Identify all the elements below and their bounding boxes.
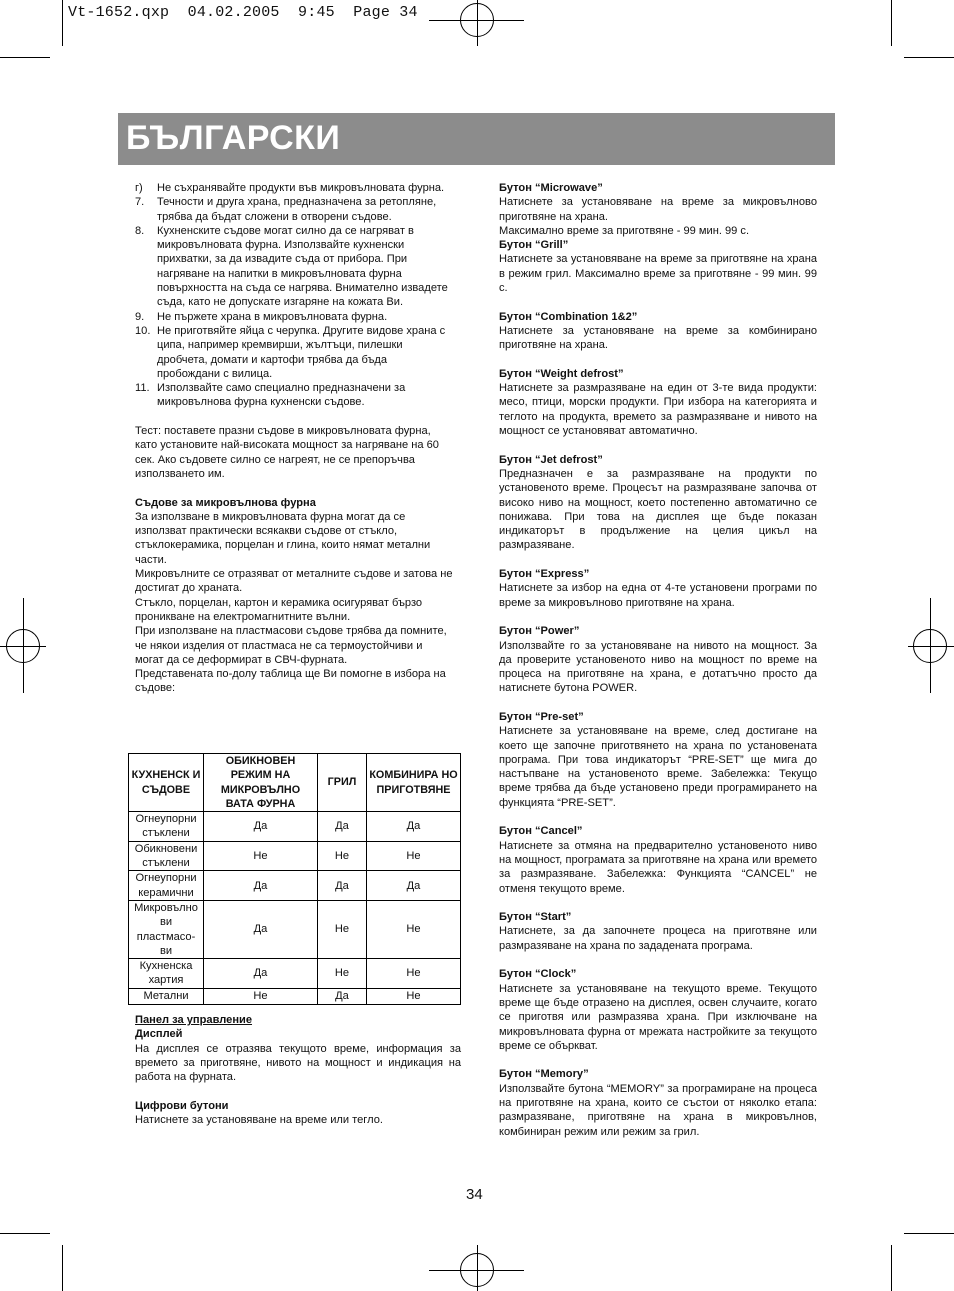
item-text: Използвайте само специално предназначени за микровълнова фурна кухненски съдове. [157,382,406,409]
button-heading: Бутон “Pre-set” [499,710,584,723]
list-item [135,181,453,195]
table-row [129,959,461,989]
button-text: Натиснете за установяване на време за микровълново приготвяне на храна. [499,196,817,223]
item-number: 8. [135,224,145,237]
item-number: 7. [135,196,145,209]
table-cell: Да [318,988,367,1004]
table-cell: Не [318,959,367,989]
button-text: Максимално време за приготвяне - 99 мин. 99 с. [499,224,750,237]
table-cell: Огнеупорни стъклени [129,812,204,842]
table-header: КУХНЕНСК И СЪДОВЕ [129,754,204,812]
test-paragraph: Тест: поставете празни съдове в микровълновата фурна, като установите най-високата мощност за нагряване на 60 сек. Ако съдовете силно се нагреят, не се препоръчва използването им. [135,425,439,480]
cookware-paragraph: За използване в микровълновата фурна могат да се използват практически всякакви съдове от стъкло, стъклокерамика, порцелан и глина, които нямат метални части. [135,510,431,566]
button-text: Натиснете, за да започнете процеса на приготвяне или размразяване на храна по зададената програма. [499,925,817,952]
table-cell: Огнеупорни керамични [129,871,204,901]
item-text: Течности и друга храна, предназначена за ретопляне, трябва да бъдат сложени в отворени съдове. [157,196,437,223]
table-cell: Обикновени стъклени [129,841,204,871]
button-text: Натиснете за установяване на време за комбинирано приготвяне на храна. [499,324,817,352]
table-header: ГРИЛ [318,754,367,812]
table-cell: Да [367,871,461,901]
item-number: г) [135,182,143,194]
button-heading: Бутон “Jet defrost” [499,453,603,466]
table-cell: Не [318,900,367,958]
table-cell: Не [367,988,461,1004]
cookware-paragraph: Представената по-долу таблица ще Ви помогне в избора на съдове: [135,668,446,695]
table-cell: Да [204,959,318,989]
button-heading: Бутон “Microwave” [499,182,603,194]
table-row [129,812,461,842]
button-text: Натиснете за избор на една от 4-те установени програми по време за микровълново приготвяне на храна. [499,582,817,609]
table-cell: Микровълно ви пластмасо-ви [129,900,204,958]
list-item [135,381,453,410]
item-text: Кухненските съдове могат силно да се нагряват в микровълновата фурна. Използвайте кухненски прихватки, за да извадите съда от прибора. При нагряване на напитки в микровълновата фурна повърхността на съда се нагрява. Внимателно извадете съда, като не допускате изгаряне на кожата Ви. [157,224,448,309]
table-cell: Не [367,841,461,871]
table-cell: Да [204,900,318,958]
title-banner [118,113,835,165]
item-text: Не приготвяйте яйца с черупка. Другите видове храна с ципа, например кремвирши, жълтъци, пилешки дробчета, домати и картофи трябва да бъда пробождани с вилица. [157,324,446,380]
button-heading: Бутон “Combination 1&2” [499,310,638,323]
list-item [135,195,453,224]
list-item [135,310,453,324]
table-cell: Да [318,812,367,842]
table-cell: Не [367,959,461,989]
cookware-table [128,753,461,1005]
cookware-paragraph: Микровълните се отразяват от металните съдове и затова не достигат до храната. [135,568,453,595]
table-cell: Не [204,841,318,871]
table-row [129,871,461,901]
button-heading: Бутон “Start” [499,911,572,924]
cookware-heading: Съдове за микровълнова фурна [135,496,316,509]
button-heading: Бутон “Grill” [499,239,569,252]
table-cell: Да [204,812,318,842]
digits-text: Натиснете за установяване на време или тегло. [135,1114,383,1127]
button-heading: Бутон “Cancel” [499,825,583,838]
table-row [129,900,461,958]
item-number: 10. [135,324,151,337]
safety-list [135,181,453,410]
button-text: Използвайте бутона “MEMORY” за програмиране на процеса на приготвяне на храна, които се състои от няколко етапа: размразяване, приготвяне на храна в микровълнов, комбиниран режим или режим за грил. [499,1082,817,1138]
button-heading: Бутон “Clock” [499,968,577,981]
item-text: Не съхранявайте продукти във микровълновата фурна. [157,182,445,194]
digits-heading: Цифрови бутони [135,1099,229,1112]
button-text: Натиснете за отмяна на предварително установеното ниво на мощност, програмата за приготвяне на храна или времето за размразяване. Забележка: Функцията “CANCEL” не отменя текущото време. [499,839,817,895]
item-text: Не пържете храна в микровълновата фурна. [157,310,388,323]
button-text: Натиснете за установяване на време, след достигане на което ще започне приготвянето на храна по установената програма. При това индикаторът “PRE-SET” ще мига до настъпване на установеното време. Забележка: Текущо време трябва да бъде установено преди програмирането на функцията “PRE-SET”. [499,725,817,809]
table-header: ОБИКНОВЕН РЕЖИМ НА МИКРОВЪЛНО ВАТА ФУРНА [204,754,318,812]
button-text: Натиснете за установяване на време за приготвяне на храна в режим грил. Максимално време за приготвяне - 99 мин. 99 с. [499,253,817,295]
table-cell: Не [204,988,318,1004]
file-slug: Vt-1652.qxp 04.02.2005 9:45 Page 34 [68,4,418,21]
button-heading: Бутон “Express” [499,568,590,581]
control-panel-section [135,1013,461,1127]
cookware-paragraph: При използване на пластмасови съдове трябва да помните, че някои изделия от пластмаса не са термоустойчиви и могат да се деформират в СВЧ-фурната. [135,625,447,666]
table-cell: Не [318,841,367,871]
table-cell: Кухненска хартия [129,959,204,989]
display-heading: Дисплей [135,1028,183,1041]
page-title: БЪЛГАРСКИ [126,119,341,157]
item-number: 11. [135,382,150,395]
button-text: Натиснете за установяване на текущото време. Текущото време ще бъде отразено на дисплея, освен случаите, когато се приготвя или размразява храна. При изключване на микровълновата фурна от мрежата настройките за текущото време се объркват. [499,982,817,1052]
display-text: На дисплея се отразява текущото време, информация за времето за приготвяне, нивото на мощност и индикация на работа на фурната. [135,1042,461,1084]
right-column [499,181,817,1139]
button-text: Използвайте го за установяване на нивото на мощност. За да проверите установеното ниво на мощност по време на процеса на приготвяне на храна, е дотатъчно просто да натиснете бутона POWER. [499,639,817,695]
table-header-row [129,754,461,812]
table-cell: Да [367,812,461,842]
list-item [135,324,453,381]
item-number: 9. [135,310,145,323]
left-column [135,181,453,696]
table-cell: Не [367,900,461,958]
table-cell: Метални [129,988,204,1004]
button-text: Натиснете за размразяване на един от 3-те вида продукти: месо, птици, морски продукти. При избора на категорията и теглото на продукта, времето за размразяване и нивото на мощност се установяват автоматично. [499,382,817,438]
table-header: КОМБИНИРА НО ПРИГОТВЯНЕ [367,754,461,812]
page-number: 34 [466,1186,483,1203]
table-cell: Да [204,871,318,901]
button-heading: Бутон “Power” [499,625,580,638]
cookware-paragraph: Стъкло, порцелан, картон и керамика осигуряват бързо проникване на електромагнитните вълни. [135,596,423,623]
table-row [129,988,461,1004]
list-item [135,224,453,310]
panel-heading: Панел за управление [135,1014,253,1026]
table-row [129,841,461,871]
button-heading: Бутон “Weight defrost” [499,367,624,380]
button-heading: Бутон “Memory” [499,1068,589,1081]
table-cell: Да [318,871,367,901]
button-text: Предназначен е за размразяване на продукти по установеното време. Процесът на размразяване започва от високо ниво на мощност, което постепенно автоматично се понижава. При това на дисплея ще бъде показан индикаторът в продължение на целия цикъл на размразяване. [499,467,817,552]
